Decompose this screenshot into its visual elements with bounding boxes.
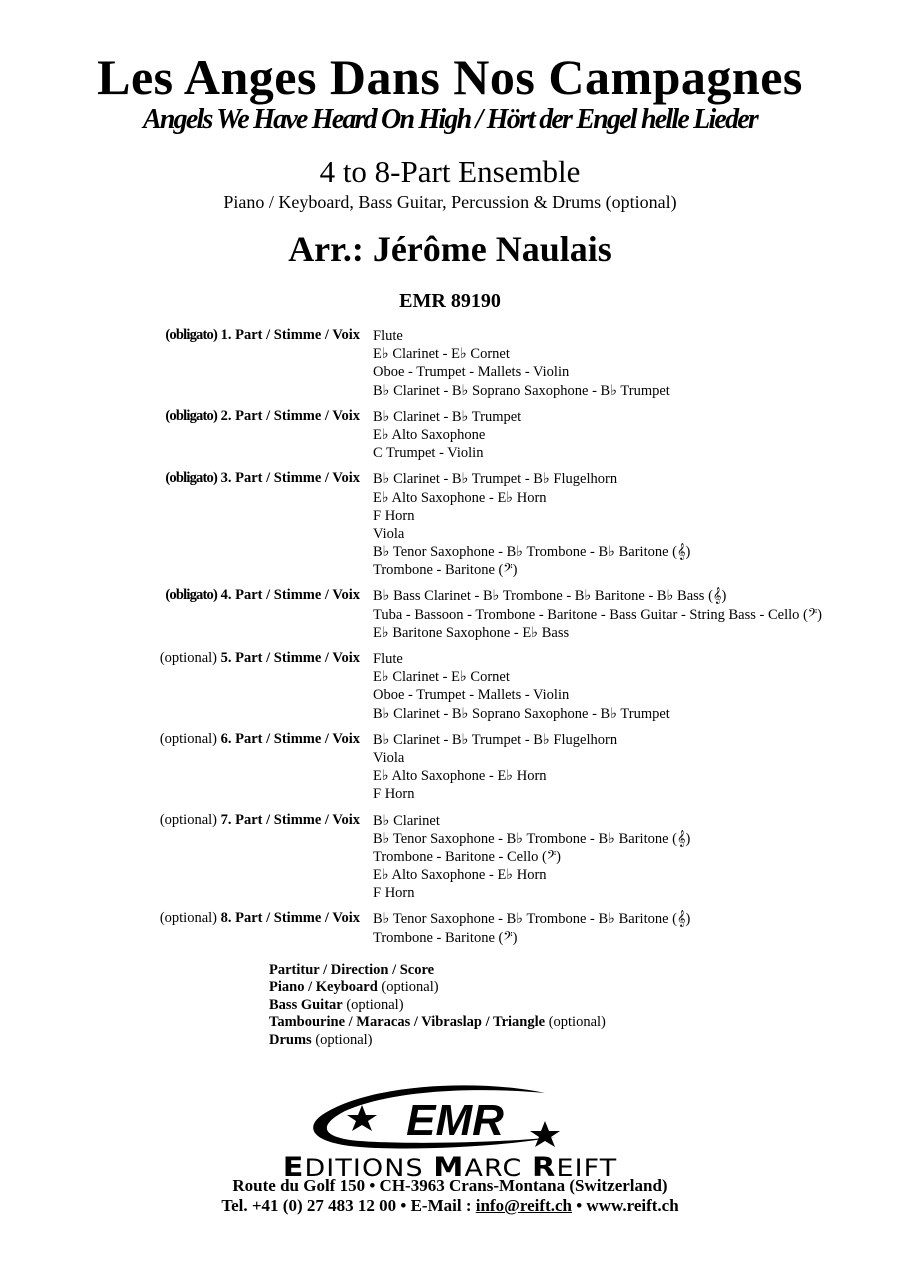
instrumentation-optional: (optional) bbox=[605, 192, 677, 212]
instrument-line: B♭ Clarinet - B♭ Trumpet - B♭ Flugelhorn bbox=[373, 471, 618, 488]
extra-note: (optional) bbox=[346, 996, 404, 1013]
extra-item bbox=[269, 962, 606, 979]
instrument-line: E♭ Clarinet - E♭ Cornet bbox=[373, 669, 510, 686]
publisher-w1-cap: E bbox=[282, 1152, 305, 1183]
part-label bbox=[0, 910, 360, 927]
part-instruments bbox=[373, 408, 900, 463]
part-status: (optional) bbox=[159, 650, 218, 666]
instrument-line: F Horn bbox=[373, 786, 415, 803]
extra-note: (optional) bbox=[548, 1014, 606, 1031]
part-instruments bbox=[373, 470, 900, 579]
extra-label: Bass Guitar bbox=[269, 996, 343, 1013]
instrument-line: Oboe - Trumpet - Mallets - Violin bbox=[373, 687, 570, 704]
emr-logo bbox=[300, 1085, 600, 1155]
part-label bbox=[0, 587, 360, 604]
extra-item bbox=[269, 979, 606, 996]
phone-text: Tel. +41 (0) 27 483 12 00 • E-Mail : bbox=[221, 1196, 476, 1215]
instrument-line: E♭ Alto Saxophone bbox=[373, 426, 486, 443]
instrument-line: B♭ Tenor Saxophone - B♭ Trombone - B♭ Baritone (𝄞) bbox=[373, 911, 691, 928]
part-instruments bbox=[373, 587, 900, 642]
extra-item bbox=[269, 1032, 606, 1049]
instrument-line: B♭ Clarinet - B♭ Soprano Saxophone - B♭ Trumpet bbox=[373, 382, 670, 399]
instrument-line: B♭ Clarinet - B♭ Soprano Saxophone - B♭ Trumpet bbox=[373, 705, 670, 722]
part-number-label: 7. Part / Stimme / Voix bbox=[220, 811, 360, 828]
part-row bbox=[0, 910, 900, 946]
instrument-line: E♭ Baritone Saxophone - E♭ Bass bbox=[373, 624, 570, 641]
part-row bbox=[0, 408, 900, 463]
page-title: Les Anges Dans Nos Campagnes bbox=[97, 49, 803, 105]
instrument-line: Tuba - Bassoon - Trombone - Baritone - Bass Guitar - String Bass - Cello (𝄢) bbox=[373, 606, 823, 623]
instrument-line: B♭ Clarinet bbox=[373, 812, 440, 829]
instrument-line: Oboe - Trumpet - Mallets - Violin bbox=[373, 364, 570, 381]
publisher-w3-cap: R bbox=[532, 1152, 557, 1183]
extra-label: Piano / Keyboard bbox=[269, 979, 378, 996]
email-link[interactable]: info@reift.ch bbox=[475, 1196, 572, 1215]
part-label bbox=[0, 408, 360, 425]
instrument-line: E♭ Alto Saxophone - E♭ Horn bbox=[373, 867, 547, 884]
instrument-line: B♭ Bass Clarinet - B♭ Trombone - B♭ Baritone - B♭ Bass (𝄞) bbox=[373, 588, 727, 605]
instrumentation-text: Piano / Keyboard, Bass Guitar, Percussion & Drums bbox=[223, 192, 602, 212]
instrument-line: F Horn bbox=[373, 507, 415, 524]
part-row bbox=[0, 650, 900, 723]
extras-list bbox=[269, 962, 606, 1049]
part-status: (obligato) bbox=[165, 587, 218, 604]
part-instruments bbox=[373, 327, 900, 400]
instrument-line: B♭ Tenor Saxophone - B♭ Trombone - B♭ Baritone (𝄞) bbox=[373, 544, 691, 561]
part-label bbox=[0, 470, 360, 487]
part-status: (obligato) bbox=[165, 327, 218, 343]
website-text: • www.reift.ch bbox=[571, 1196, 679, 1215]
part-number-label: 4. Part / Stimme / Voix bbox=[220, 587, 360, 604]
part-label bbox=[0, 731, 360, 748]
part-instruments bbox=[373, 910, 900, 946]
publisher-contact bbox=[0, 1196, 900, 1216]
extra-label: Partitur / Direction / Score bbox=[269, 962, 435, 978]
part-instruments bbox=[373, 731, 900, 804]
instrument-line: Trombone - Baritone - Cello (𝄢) bbox=[373, 848, 561, 865]
extra-label: Drums bbox=[269, 1031, 312, 1048]
instrument-line: F Horn bbox=[373, 885, 415, 902]
instrument-line: Flute bbox=[373, 651, 403, 667]
instrument-line: E♭ Clarinet - E♭ Cornet bbox=[373, 346, 510, 363]
instrument-line: Flute bbox=[373, 328, 403, 344]
part-row bbox=[0, 327, 900, 400]
part-status: (optional) bbox=[159, 910, 218, 927]
instrument-line: C Trumpet - Violin bbox=[373, 445, 484, 462]
publisher-address: Route du Golf 150 • CH-3963 Crans-Montana (Switzerland) bbox=[232, 1176, 668, 1195]
extra-label: Tambourine / Maracas / Vibraslap / Triangle bbox=[269, 1014, 546, 1031]
part-number-label: 5. Part / Stimme / Voix bbox=[220, 650, 360, 666]
part-row bbox=[0, 812, 900, 903]
instrument-line: Viola bbox=[373, 525, 405, 542]
instrument-line: B♭ Clarinet - B♭ Trumpet bbox=[373, 408, 522, 425]
publisher-w2-cap: M bbox=[433, 1152, 465, 1183]
parts-list bbox=[0, 327, 900, 955]
part-number-label: 3. Part / Stimme / Voix bbox=[220, 470, 360, 487]
instrument-line: Trombone - Baritone (𝄢) bbox=[373, 562, 518, 579]
extra-item bbox=[269, 997, 606, 1014]
part-row bbox=[0, 470, 900, 579]
part-status: (optional) bbox=[159, 730, 218, 747]
instrument-line: E♭ Alto Saxophone - E♭ Horn bbox=[373, 768, 547, 785]
part-number-label: 8. Part / Stimme / Voix bbox=[220, 910, 360, 927]
publisher-w3-rest: EIFT bbox=[556, 1154, 618, 1182]
extra-note: (optional) bbox=[381, 979, 439, 996]
part-status: (obligato) bbox=[165, 407, 218, 424]
instrument-line: Trombone - Baritone (𝄢) bbox=[373, 929, 518, 946]
logo-star-right bbox=[530, 1121, 560, 1147]
part-row bbox=[0, 731, 900, 804]
part-status: (obligato) bbox=[165, 470, 218, 487]
part-number-label: 2. Part / Stimme / Voix bbox=[220, 407, 360, 424]
logo-text: EMR bbox=[406, 1096, 504, 1145]
part-row bbox=[0, 587, 900, 642]
part-number-label: 6. Part / Stimme / Voix bbox=[220, 730, 360, 747]
ensemble-size: 4 to 8-Part Ensemble bbox=[319, 154, 581, 189]
extra-note: (optional) bbox=[315, 1031, 373, 1048]
instrument-line: Viola bbox=[373, 749, 405, 766]
instrument-line: B♭ Clarinet - B♭ Trumpet - B♭ Flugelhorn bbox=[373, 731, 618, 748]
part-label bbox=[0, 327, 360, 344]
extra-item bbox=[269, 1014, 606, 1031]
part-status: (optional) bbox=[159, 811, 218, 828]
arranger: Arr.: Jérôme Naulais bbox=[288, 229, 612, 269]
subtitle: Angels We Have Heard On High / Hört der Engel helle Lieder bbox=[143, 104, 757, 135]
part-instruments bbox=[373, 812, 900, 903]
catalog-number: EMR 89190 bbox=[399, 290, 501, 312]
instrumentation bbox=[0, 192, 900, 213]
part-instruments bbox=[373, 650, 900, 723]
publisher-w1-rest: DITIONS bbox=[304, 1154, 424, 1182]
instrument-line: B♭ Tenor Saxophone - B♭ Trombone - B♭ Baritone (𝄞) bbox=[373, 830, 691, 847]
part-number-label: 1. Part / Stimme / Voix bbox=[220, 327, 360, 343]
publisher-w2-rest: ARC bbox=[464, 1154, 523, 1182]
logo-star-left bbox=[347, 1105, 377, 1131]
part-label bbox=[0, 650, 360, 667]
instrument-line: E♭ Alto Saxophone - E♭ Horn bbox=[373, 489, 547, 506]
part-label bbox=[0, 812, 360, 829]
